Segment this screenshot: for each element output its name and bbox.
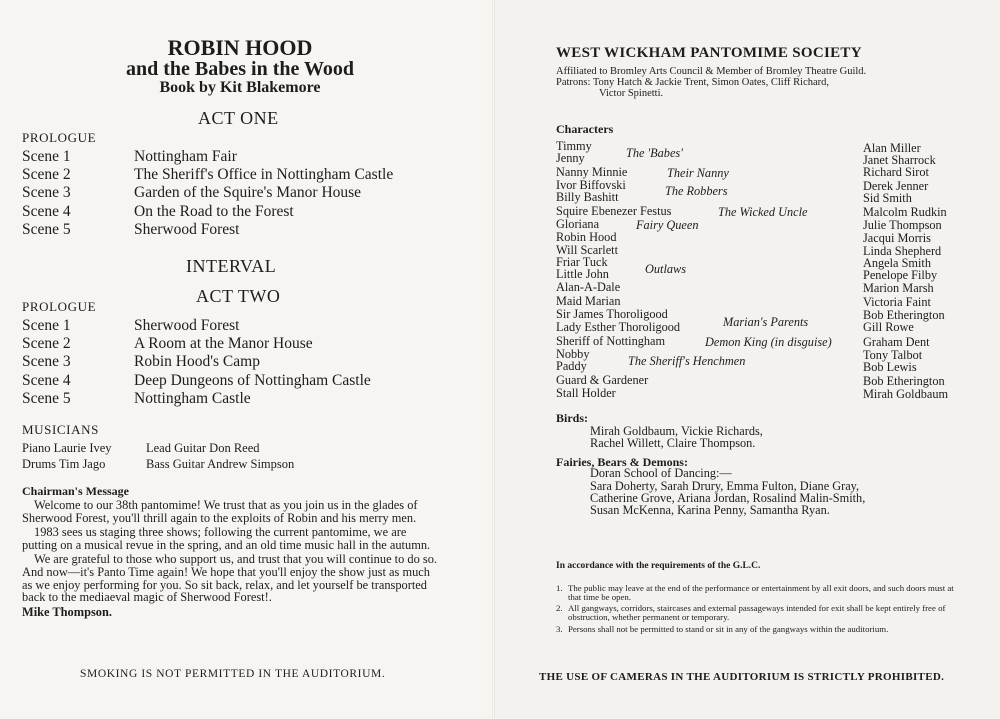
actor-name: Marion Marsh: [863, 281, 934, 295]
smoking-notice: SMOKING IS NOT PERMITTED IN THE AUDITORIUM.: [80, 668, 386, 680]
rule-number: 3.: [556, 624, 563, 634]
scene-title: The Sheriff's Office in Nottingham Castle: [134, 166, 394, 183]
role-label: Outlaws: [645, 262, 686, 276]
character-name: Jenny: [556, 151, 585, 165]
rule-text: Persons shall not be permitted to stand or sit in any of the gangways within the auditorium.: [568, 624, 889, 634]
chairmans-message: [22, 499, 442, 618]
musicians-heading: MUSICIANS: [22, 422, 99, 437]
actor-name: Richard Sirot: [863, 165, 929, 179]
character-name: Stall Holder: [556, 386, 616, 400]
character-name: Paddy: [556, 359, 587, 373]
interval-heading: INTERVAL: [186, 256, 277, 276]
fairies-line: Sara Doherty, Sarah Drury, Emma Fulton, Diane Gray,: [590, 479, 860, 493]
actor-name: Bob Lewis: [863, 360, 917, 374]
message-signature: Mike Thompson.: [22, 604, 112, 619]
scene-title: Garden of the Squire's Manor House: [134, 184, 362, 201]
characters-heading: Characters: [556, 122, 614, 136]
scene-title: A Room at the Manor House: [134, 335, 313, 352]
scene-title: Nottingham Fair: [134, 148, 237, 165]
glc-heading: In accordance with the requirements of the G.L.C.: [556, 561, 761, 571]
fairies-line: Catherine Grove, Ariana Jordan, Rosalind Malin-Smith,: [590, 491, 866, 505]
birds-line: Mirah Goldbaum, Vickie Richards,: [590, 424, 763, 438]
fairies-heading: Fairies, Bears & Demons:: [556, 455, 688, 469]
page-fold: [492, 0, 495, 719]
character-name: Friar Tuck: [556, 255, 608, 269]
character-name: Robin Hood: [556, 230, 617, 244]
society-name: WEST WICKHAM PANTOMIME SOCIETY: [556, 45, 862, 61]
character-name: Billy Bashitt: [556, 190, 619, 204]
show-title: ROBIN HOOD: [167, 35, 313, 60]
role-label: Marian's Parents: [723, 315, 809, 329]
character-name: Timmy: [556, 139, 592, 153]
musician-drums: Drums Tim Jago: [22, 457, 106, 471]
scene-title: On the Road to the Forest: [134, 203, 294, 220]
scene-number: Scene 2: [22, 166, 71, 183]
actor-name: Tony Talbot: [863, 348, 923, 362]
role-label: The Wicked Uncle: [718, 205, 808, 219]
actor-name: Angela Smith: [863, 256, 931, 270]
character-name: Maid Marian: [556, 294, 621, 308]
character-name: Squire Ebenezer Festus: [556, 204, 672, 218]
character-name: Will Scarlett: [556, 243, 618, 257]
patrons-line-2: Victor Spinetti.: [599, 88, 664, 99]
rule-number: 1.: [556, 583, 563, 593]
character-name: Lady Esther Thoroligood: [556, 320, 681, 334]
actor-name: Bob Etherington: [863, 308, 945, 322]
message-paragraph: Welcome to our 38th pantomime! We trust that as you join us in the glades of Sherwood Forest, you'll thrill again to the exploits of Robin and his merry men.: [22, 498, 418, 525]
actor-name: Derek Jenner: [863, 179, 929, 193]
actor-name: Gill Rowe: [863, 320, 914, 334]
author-credit: Book by Kit Blakemore: [159, 79, 321, 96]
camera-notice: THE USE OF CAMERAS IN THE AUDITORIUM IS STRICTLY PROHIBITED.: [539, 671, 945, 683]
show-subtitle: and the Babes in the Wood: [125, 58, 355, 80]
actor-name: Linda Shepherd: [863, 244, 942, 258]
act-one-prologue: PROLOGUE: [22, 130, 97, 145]
title-block: [60, 37, 420, 96]
musician-bass-guitar: Bass Guitar Andrew Simpson: [146, 457, 295, 471]
chairmans-message-heading: Chairman's Message: [22, 484, 129, 498]
character-name: Nanny Minnie: [556, 165, 628, 179]
scene-number: Scene 5: [22, 390, 71, 407]
rule-text: All gangways, corridors, staircases and external passageways intended for exit shall be kept entirely free of obstruction, whether permanent or temporary.: [568, 603, 946, 623]
role-label: The 'Babes': [626, 146, 683, 160]
scene-number: Scene 4: [22, 372, 71, 389]
musician-piano: Piano Laurie Ivey: [22, 441, 112, 455]
rule-number: 2.: [556, 603, 563, 613]
role-label: Demon King (in disguise): [705, 335, 832, 349]
scene-number: Scene 2: [22, 335, 71, 352]
musician-lead-guitar: Lead Guitar Don Reed: [146, 441, 260, 455]
fairies-line: Doran School of Dancing:—: [590, 466, 732, 480]
act-two-heading: ACT TWO: [196, 286, 281, 306]
character-name: Alan-A-Dale: [556, 280, 621, 294]
scene-number: Scene 3: [22, 184, 71, 201]
role-label: Their Nanny: [667, 166, 729, 180]
actor-name: Malcolm Rudkin: [863, 205, 947, 219]
scene-title: Nottingham Castle: [134, 390, 251, 407]
message-paragraph: We are grateful to those who support us, and trust that you will continue to do so. And now—it's Panto Time again! We hope that you'll enjoy the show just as much as we enjoy performing for you. So sit back, relax, and let yourself be transported back to the mediaeval magic of Sherwood Forest!.: [22, 552, 438, 605]
actor-name: Alan Miller: [863, 141, 921, 155]
role-label: Fairy Queen: [636, 218, 699, 232]
character-name: Sheriff of Nottingham: [556, 334, 666, 348]
scene-number: Scene 5: [22, 221, 71, 238]
scene-number: Scene 4: [22, 203, 71, 220]
scene-title: Deep Dungeons of Nottingham Castle: [134, 372, 371, 389]
rule-text: The public may leave at the end of the performance or entertainment by all exit doors, and such doors must at that time be open.: [568, 583, 954, 603]
character-name: Guard & Gardener: [556, 373, 649, 387]
actor-name: Penelope Filby: [863, 268, 938, 282]
scene-title: Sherwood Forest: [134, 221, 240, 238]
character-name: Little John: [556, 267, 609, 281]
actor-name: Bob Etherington: [863, 374, 945, 388]
actor-name: Jacqui Morris: [863, 231, 931, 245]
message-paragraph: 1983 sees us staging three shows; following the current pantomime, we are putting on a musical revue in the spring, and an old time music hall in the autumn.: [22, 525, 431, 552]
character-name: Sir James Thoroligood: [556, 307, 668, 321]
actor-name: Mirah Goldbaum: [863, 387, 949, 401]
role-label: The Robbers: [665, 184, 728, 198]
scene-title: Robin Hood's Camp: [134, 353, 260, 370]
scene-number: Scene 3: [22, 353, 71, 370]
character-name: Nobby: [556, 347, 590, 361]
actor-name: Graham Dent: [863, 335, 930, 349]
scene-number: Scene 1: [22, 317, 71, 334]
actor-name: Victoria Faint: [863, 295, 931, 309]
character-name: Ivor Biffovski: [556, 178, 626, 192]
fairies-line: Susan McKenna, Karina Penny, Samantha Ryan.: [590, 503, 830, 517]
act-one-heading: ACT ONE: [198, 108, 279, 128]
birds-heading: Birds:: [556, 411, 589, 425]
affiliation-line: Affiliated to Bromley Arts Council & Member of Bromley Theatre Guild.: [556, 66, 867, 77]
birds-line: Rachel Willett, Claire Thompson.: [590, 436, 756, 450]
role-label: The Sheriff's Henchmen: [628, 354, 746, 368]
character-name: Gloriana: [556, 217, 600, 231]
actor-name: Sid Smith: [863, 191, 912, 205]
act-two-prologue: PROLOGUE: [22, 299, 97, 314]
actor-name: Julie Thompson: [863, 218, 942, 232]
patrons-line: Patrons: Tony Hatch & Jackie Trent, Simon Oates, Cliff Richard,: [556, 77, 830, 88]
scene-number: Scene 1: [22, 148, 71, 165]
actor-name: Janet Sharrock: [863, 153, 936, 167]
scene-title: Sherwood Forest: [134, 317, 240, 334]
